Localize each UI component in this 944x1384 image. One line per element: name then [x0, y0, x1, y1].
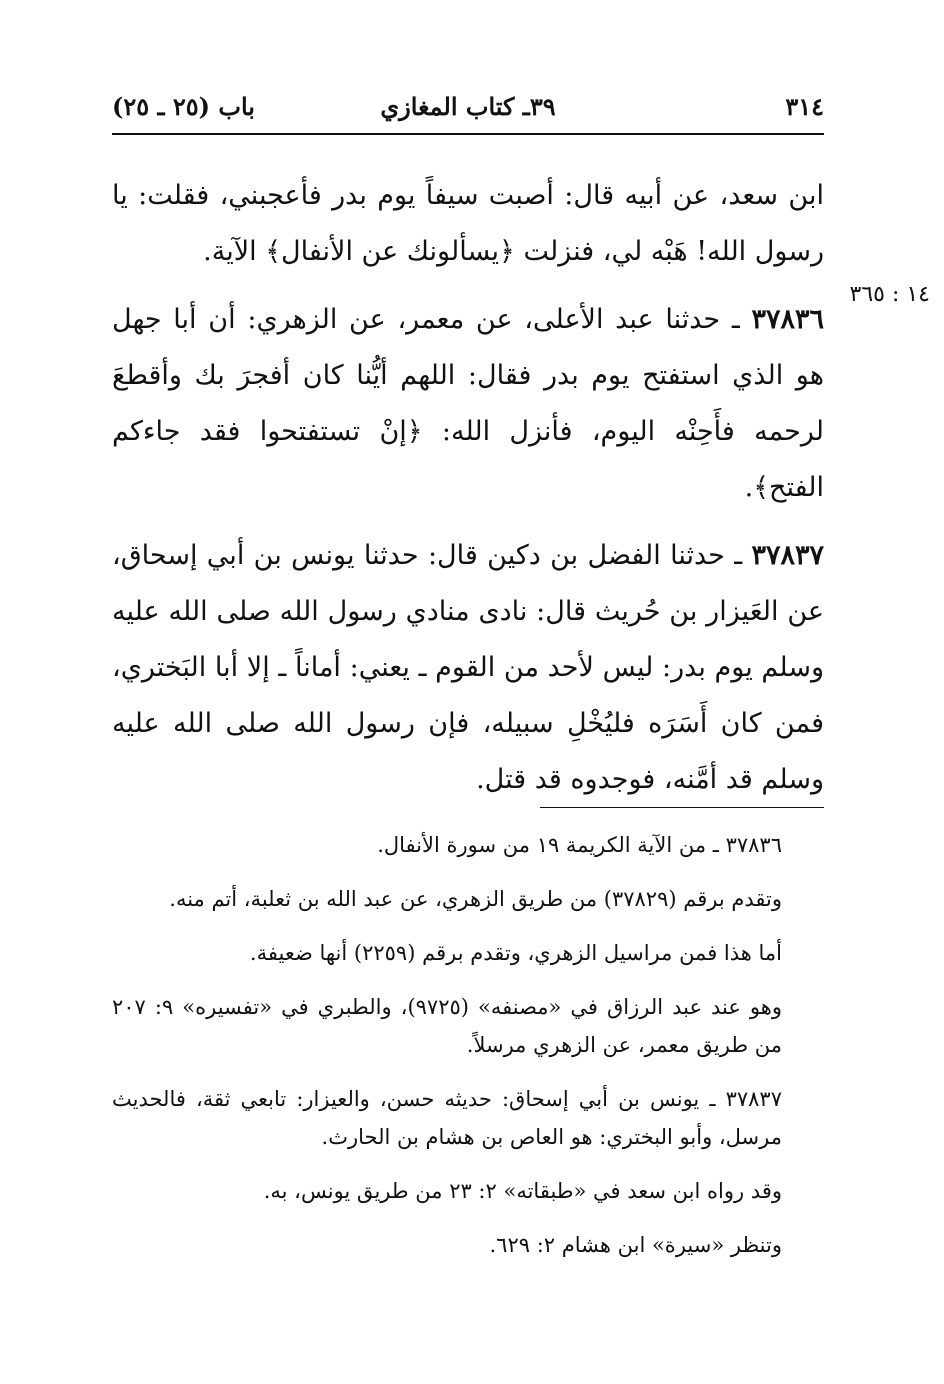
- footnote: وتقدم برقم (٣٧٨٢٩) من طريق الزهري، عن عبد الله بن ثعلبة، أتم منه.: [169, 887, 782, 911]
- hadith-number: ٣٧٨٣٧: [751, 540, 824, 571]
- paragraph: [112, 168, 824, 280]
- hadith-paragraph: [112, 292, 824, 516]
- footnotes: [112, 826, 824, 1280]
- chapter-title: باب (٢٥ ـ ٢٥): [112, 92, 255, 121]
- margin-reference: ١٤ : ٣٦٥: [849, 282, 930, 307]
- footnote: ٣٧٨٣٧ ـ يونس بن أبي إسحاق: حديثه حسن، والعيزار: تابعي ثقة، فالحديث مرسل، وأبو البختري: هو العاص بن هشام بن الحارث.: [112, 1087, 782, 1149]
- footnote: أما هذا فمن مراسيل الزهري، وتقدم برقم (٢٢٥٩) أنها ضعيفة.: [249, 941, 782, 965]
- footnote: وتنظر «سيرة» ابن هشام ٢: ٦٢٩.: [489, 1233, 782, 1257]
- paragraph-text: ـ حدثنا الفضل بن دكين قال: حدثنا يونس بن أبي إسحاق، عن العَيزار بن حُريث قال: نادى منادي رسول الله صلى الله عليه وسلم يوم بدر: ليس لأحد من القوم ـ يعني: أماناً ـ إلا أبا البَختري، فمن كان أَسَرَه فليُخْلِ سبيله، فإن رسول الله صلى الله عليه وسلم قد أمَّنه، فوجدوه قد قتل.: [112, 540, 824, 795]
- page-number: ٣١٤: [785, 92, 824, 121]
- footnote: وهو عند عبد الرزاق في «مصنفه» (٩٧٢٥)، والطبري في «تفسيره» ٩: ٢٠٧ من طريق معمر، عن الزهري مرسلاً.: [112, 995, 782, 1057]
- paragraph-text: ابن سعد، عن أبيه قال: أصبت سيفاً يوم بدر فأعجبني، فقلت: يا رسول الله! هَبْه لي، فنزلت ﴿يسألونك عن الأنفال﴾ الآية.: [112, 180, 824, 267]
- hadith-number: ٣٧٨٣٦: [751, 304, 824, 335]
- footnote-rule: [540, 807, 824, 808]
- footnote: وقد رواه ابن سعد في «طبقاته» ٢: ٢٣ من طريق يونس، به.: [263, 1179, 782, 1203]
- book-title: ٣٩ـ كتاب المغازي: [380, 92, 556, 121]
- page-header: [112, 86, 824, 134]
- main-text: [112, 168, 824, 820]
- paragraph-text: ـ حدثنا عبد الأعلى، عن معمر، عن الزهري: أن أبا جهل هو الذي استفتح يوم بدر فقال: اللهم أيُّنا كان أفجرَ بك وأقطعَ لرحمه فأَحِنْه اليوم، فأنزل الله: ﴿إنْ تستفتحوا فقد جاءكم الفتح﴾.: [112, 304, 824, 503]
- footnote: ٣٧٨٣٦ ـ من الآية الكريمة ١٩ من سورة الأنفال.: [377, 833, 782, 857]
- hadith-paragraph: [112, 528, 824, 808]
- header-rule: [112, 133, 824, 135]
